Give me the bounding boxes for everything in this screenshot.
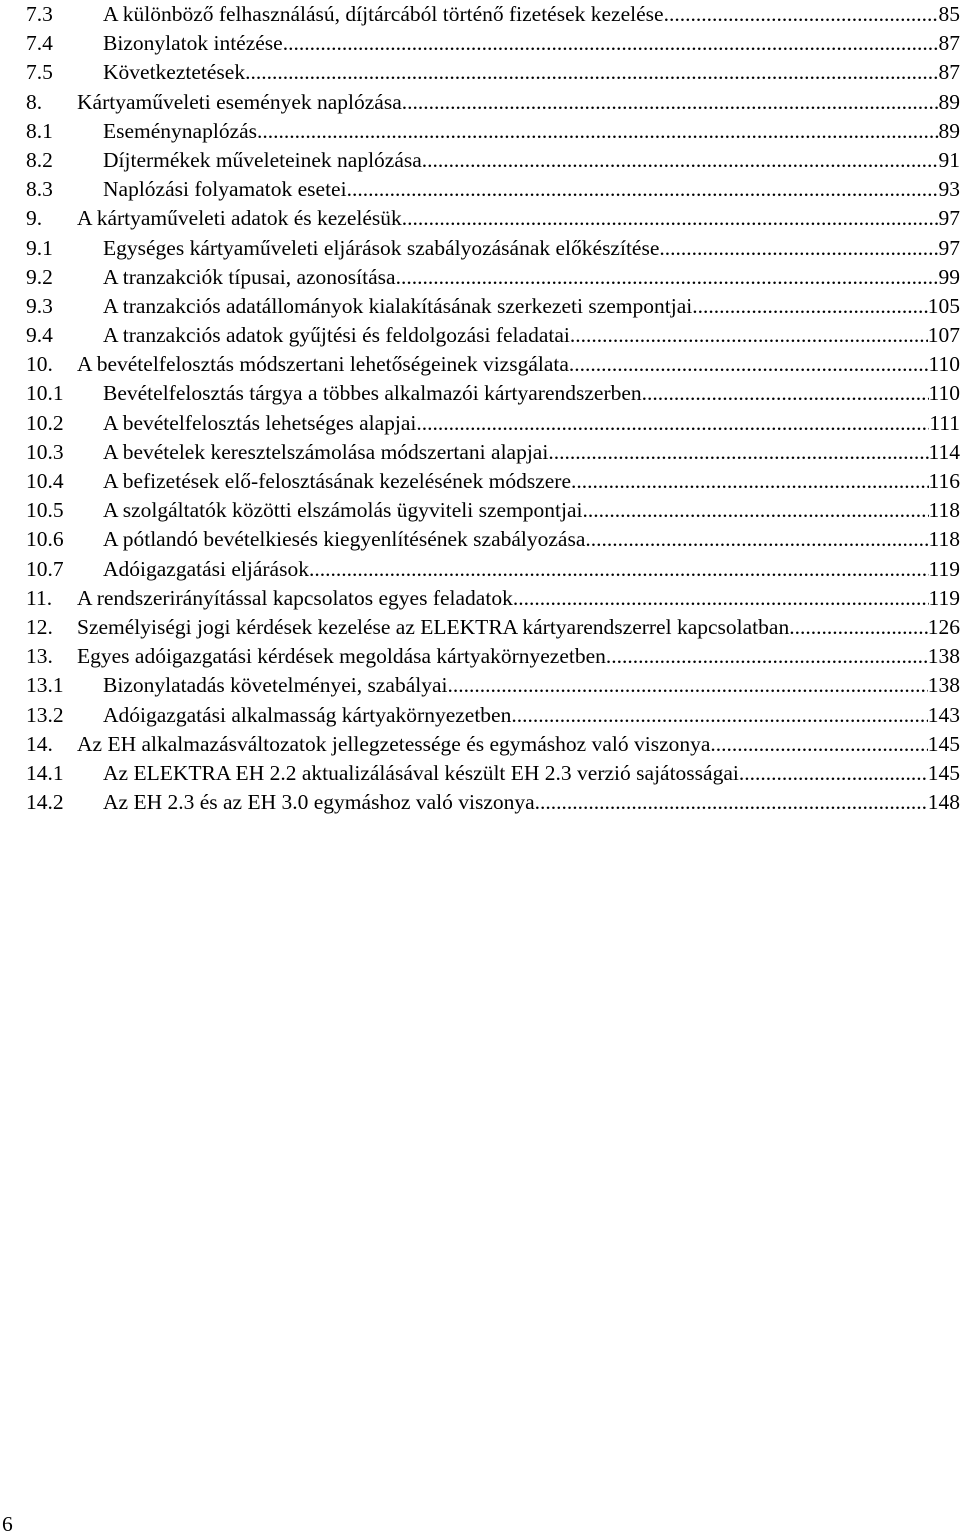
toc-entry-title: Egységes kártyaműveleti eljárások szabályozásának előkészítése [103,235,660,260]
toc-entry[interactable] [26,642,960,671]
toc-entry-page: 89 [938,89,960,114]
toc-entry-number: 13. [26,644,53,669]
toc-entry-number: 7.5 [26,60,53,85]
dot-leader [513,584,929,613]
toc-entry-title: Adóigazgatási eljárások [103,556,309,581]
toc-entry[interactable] [26,292,960,321]
toc-entry-title: A befizetések elő-felosztásának kezelésének módszere [103,469,571,493]
dot-leader [710,730,927,759]
toc-entry-page: 116 [928,469,960,493]
toc-entry-line [103,759,960,788]
toc-entry[interactable] [26,730,960,759]
toc-entry-page: 126 [927,614,960,639]
toc-entry[interactable] [26,117,960,146]
toc-entry-page: 111 [929,410,960,435]
toc-entry-line [77,204,960,233]
dot-leader [283,29,939,58]
toc-entry-number: 8.3 [26,177,53,202]
toc-entry-line [103,525,960,554]
toc-entry-title: Díjtermékek műveleteinek naplózása [103,147,422,172]
toc-entry-number: 10.7 [26,556,64,581]
toc-entry-number: 14. [26,731,53,756]
dot-leader [548,438,928,467]
toc-entry-number: 10.4 [26,469,64,493]
toc-entry-title: A rendszerirányítással kapcsolatos egyes feladatok [77,585,513,610]
toc-entry[interactable] [26,175,960,204]
toc-entry-number: 13.2 [26,702,64,727]
toc-entry-number: 10.1 [26,381,64,406]
toc-entry-page: 148 [927,790,960,815]
dot-leader [416,409,929,438]
dot-leader [571,467,929,496]
toc-entry-title: A bevételfelosztás lehetséges alapjai [103,410,417,435]
toc-entry-page: 97 [938,235,960,260]
dot-leader [664,0,939,29]
toc-entry-page: 145 [927,731,960,756]
dot-leader [739,759,928,788]
dot-leader [447,671,927,700]
toc-entry-line [103,263,960,292]
toc-entry-line [77,88,960,117]
toc-entry-title: A tranzakciós adatállományok kialakításának szerkezeti szempontjai [103,293,693,318]
toc-entry-line [103,788,960,817]
dot-leader [606,642,928,671]
toc-entry-title: A bevételfelosztás módszertani lehetőségeinek vizsgálata [77,352,569,377]
toc-entry-title: A bevételek keresztelszámolása módszertani alapjai [103,439,549,464]
toc-entry-title: Adóigazgatási alkalmasság kártyakörnyezetben [103,702,512,727]
toc-entry-number: 8.1 [26,118,53,143]
toc-entry-page: 110 [928,352,960,377]
toc-entry[interactable] [26,555,960,584]
toc-entry-number: 14.2 [26,790,64,815]
toc-entry-page: 97 [938,206,960,231]
toc-entry-page: 119 [928,556,960,581]
toc-entry-page: 87 [938,60,960,85]
toc-entry-title: A kártyaműveleti adatok és kezelésük [77,206,402,231]
toc-entry-page: 85 [938,2,960,26]
toc-entry-number: 10.5 [26,498,64,523]
toc-entry[interactable] [26,788,960,817]
toc-entry-page: 138 [927,644,960,669]
dot-leader [422,146,939,175]
toc-entry-number: 9. [26,206,43,231]
toc-entry-title: Az ELEKTRA EH 2.2 aktualizálásával készült EH 2.3 verzió sajátosságai [103,760,739,785]
toc-entry-page: 87 [938,31,960,56]
toc-entry[interactable] [26,350,960,379]
toc-entry[interactable] [26,467,960,496]
toc-entry[interactable] [26,409,960,438]
dot-leader [511,701,927,730]
dot-leader [692,292,928,321]
dot-leader [642,379,929,408]
toc-entry-number: 7.4 [26,31,53,56]
dot-leader [535,788,928,817]
toc-entry-page: 118 [928,527,960,552]
toc-entry-number: 10.3 [26,439,64,464]
toc-entry-title: Következtetések [103,60,246,85]
toc-entry-number: 9.4 [26,323,53,348]
page-number: 6 [2,1512,13,1536]
toc-entry-title: Bizonylatok intézése [103,31,283,56]
toc-entry-page: 119 [928,585,960,610]
toc-entry-title: Eseménynaplózás [103,118,258,143]
toc-entry-line [103,321,960,350]
toc-entry-line [103,29,960,58]
toc-entry-line [77,613,960,642]
toc-entry-line [103,234,960,263]
toc-entry-title: Egyes adóigazgatási kérdések megoldása kártyakörnyezetben [77,644,606,669]
toc-entry-number: 10.2 [26,410,64,435]
dot-leader [402,88,939,117]
dot-leader [659,234,938,263]
toc-entry-title: A különböző felhasználású, díjtárcából történő fizetések kezelése [103,2,664,26]
dot-leader [585,525,928,554]
toc-entry-number: 10. [26,352,53,377]
toc-entry-line [103,496,960,525]
toc-entry-page: 89 [938,118,960,143]
toc-entry-page: 107 [927,323,960,348]
toc-entry[interactable] [26,496,960,525]
toc-entry-title: Személyiségi jogi kérdések kezelése az ELEKTRA kártyarendszerrel kapcsolatban [77,614,790,639]
toc-entry-number: 9.1 [26,235,53,260]
dot-leader [570,321,928,350]
table-of-contents [26,0,960,817]
toc-entry-number: 13.1 [26,673,64,698]
toc-entry-title: Kártyaműveleti események naplózása [77,89,402,114]
toc-entry-number: 9.3 [26,293,53,318]
toc-entry-page: 138 [927,673,960,698]
toc-entry[interactable] [26,613,960,642]
toc-entry-page: 118 [928,498,960,523]
toc-entry-line [103,555,960,584]
toc-entry-title: A tranzakciók típusai, azonosítása [103,264,396,289]
toc-entry[interactable] [26,88,960,117]
toc-entry-line [103,146,960,175]
toc-entry-line [103,701,960,730]
toc-entry-title: A tranzakciós adatok gyűjtési és feldolgozási feladatai [103,323,570,348]
toc-entry-number: 8.2 [26,147,53,172]
toc-entry-page: 99 [938,264,960,289]
toc-entry-line [103,671,960,700]
toc-entry-line [103,467,960,496]
toc-entry[interactable] [26,525,960,554]
toc-entry-page: 105 [927,293,960,318]
toc-entry-page: 91 [938,147,960,172]
toc-entry-page: 143 [927,702,960,727]
toc-entry-number: 7.3 [26,2,53,26]
toc-entry-title: Az EH 2.3 és az EH 3.0 egymáshoz való viszonya [103,790,535,815]
toc-entry-title: Az EH alkalmazásváltozatok jellegzetessége és egymáshoz való viszonya [77,731,711,756]
dot-leader [402,204,939,233]
toc-entry-line [103,409,960,438]
toc-entry-page: 93 [938,177,960,202]
toc-entry[interactable] [26,321,960,350]
toc-entry-line [103,292,960,321]
toc-entry[interactable] [26,701,960,730]
toc-entry-title: A pótlandó bevételkiesés kiegyenlítésének szabályozása [103,527,586,552]
toc-entry[interactable] [26,263,960,292]
toc-entry-line [77,642,960,671]
dot-leader [396,263,939,292]
toc-entry-number: 14.1 [26,760,64,785]
toc-entry-title: Bizonylatadás követelményei, szabályai [103,673,448,698]
toc-entry-line [77,350,960,379]
toc-entry[interactable] [26,146,960,175]
toc-entry[interactable] [26,204,960,233]
dot-leader [257,117,938,146]
toc-entry-line [103,175,960,204]
toc-entry[interactable] [26,584,960,613]
dot-leader [245,58,938,87]
dot-leader [309,555,929,584]
toc-entry-line [77,584,960,613]
toc-entry-title: Bevételfelosztás tárgya a többes alkalmazói kártyarendszerben [103,381,642,406]
toc-entry-line [103,0,960,29]
toc-entry[interactable] [26,0,960,29]
toc-entry-title: Naplózási folyamatok esetei [103,177,347,202]
toc-entry[interactable] [26,29,960,58]
dot-leader [582,496,928,525]
toc-entry[interactable] [26,234,960,263]
toc-entry[interactable] [26,379,960,408]
toc-entry[interactable] [26,58,960,87]
toc-entry-line [77,730,960,759]
dot-leader [347,175,939,204]
toc-entry-number: 10.6 [26,527,64,552]
toc-entry[interactable] [26,759,960,788]
toc-entry-line [103,438,960,467]
toc-entry[interactable] [26,671,960,700]
toc-entry-number: 12. [26,614,53,639]
toc-entry-title: A szolgáltatók közötti elszámolás ügyviteli szempontjai [103,498,583,523]
dot-leader [789,613,928,642]
toc-entry-line [103,379,960,408]
toc-entry-line [103,58,960,87]
toc-entry-page: 114 [928,439,960,464]
toc-entry[interactable] [26,438,960,467]
toc-entry-page: 110 [928,381,960,406]
toc-entry-page: 145 [927,760,960,785]
dot-leader [569,350,929,379]
toc-entry-line [103,117,960,146]
toc-entry-number: 8. [26,89,43,114]
toc-entry-number: 9.2 [26,264,53,289]
toc-entry-number: 11. [26,585,53,610]
